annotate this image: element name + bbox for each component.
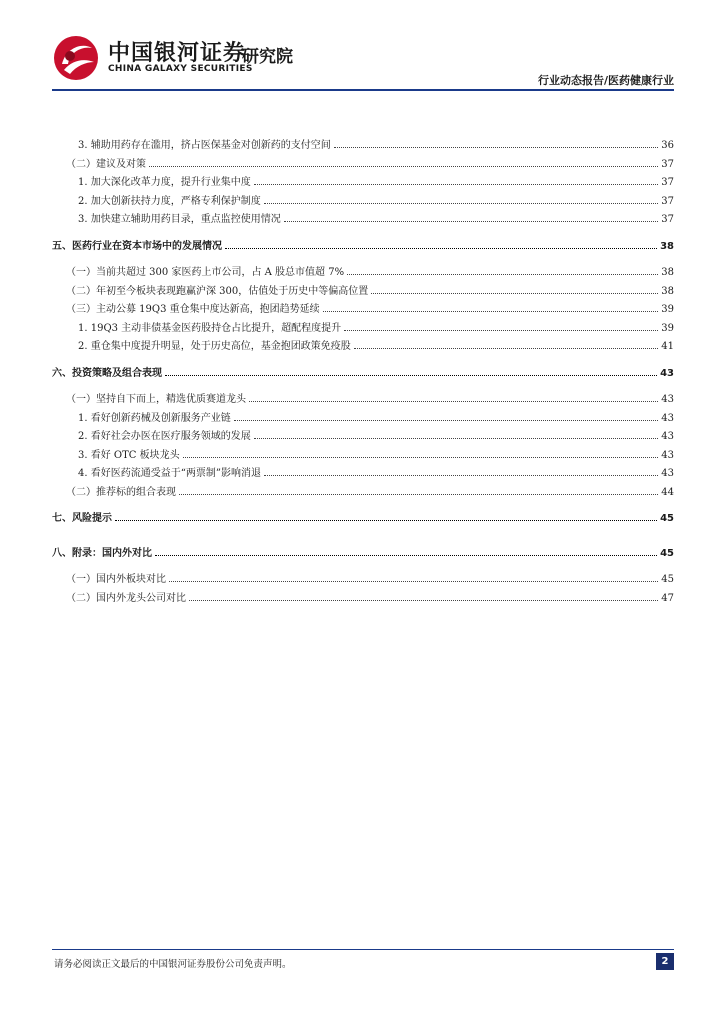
toc-section-gap [52, 229, 674, 237]
toc-section-gap [52, 382, 674, 390]
toc-entry-title: 六、投资策略及组合表现 [52, 367, 162, 379]
toc-leader-dots [115, 520, 657, 521]
toc-entry-title: 3. 看好 OTC 板块龙头 [78, 449, 180, 461]
toc-entry-page: 39 [661, 304, 674, 315]
toc-entry-page: 37 [661, 214, 674, 225]
toc-section-gap [52, 528, 674, 536]
toc-entry-level-2[interactable] [52, 155, 674, 174]
toc-entry-title: （二）国内外龙头公司对比 [66, 592, 186, 604]
toc-entry-level-1[interactable] [52, 364, 674, 383]
toc-section-gap [52, 536, 674, 544]
toc-leader-dots [165, 375, 657, 376]
toc-entry-page: 43 [661, 431, 674, 442]
page-number: 2 [656, 953, 674, 970]
toc-entry-title: 2. 看好社会办医在医疗服务领域的发展 [78, 431, 251, 442]
toc-entry-title: （二）年初至今板块表现跑赢沪深 300，估值处于历史中等偏高位置 [66, 285, 369, 297]
toc-entry-level-1[interactable] [52, 237, 674, 256]
toc-leader-dots [225, 248, 657, 249]
footer-disclaimer: 请务必阅读正文最后的中国银河证券股份公司免责声明。 [54, 959, 292, 970]
toc-leader-dots [323, 311, 659, 312]
toc-entry-level-3[interactable] [52, 136, 674, 155]
footer-divider [52, 949, 674, 950]
institute-label: 研究院 [242, 47, 293, 67]
toc-entry-page: 43 [661, 412, 674, 424]
page-header [52, 30, 674, 90]
toc-entry-title: 七、风险提示 [52, 513, 112, 524]
header-divider [52, 89, 674, 91]
toc-entry-title: 2. 加大创新扶持力度，严格专利保护制度 [78, 195, 261, 207]
toc-entry-page: 36 [661, 140, 674, 151]
toc-entry-title: （二）推荐标的组合表现 [66, 486, 176, 498]
toc-entry-page: 39 [661, 322, 674, 334]
toc-entry-page: 47 [661, 592, 674, 604]
toc-entry-title: 八、附录：国内外对比 [52, 547, 152, 559]
toc-leader-dots [264, 475, 658, 476]
toc-entry-title: （二）建议及对策 [66, 158, 146, 170]
toc-entry-title: （一）国内外板块对比 [66, 574, 166, 585]
toc-entry-page: 37 [661, 177, 674, 188]
brand-name-cn: 中国银河证券 [108, 41, 247, 66]
toc-entry-page: 38 [660, 240, 674, 252]
toc-entry-page: 38 [661, 285, 674, 297]
toc-entry-title: 3. 辅助用药存在滥用，挤占医保基金对创新药的支付空间 [78, 140, 331, 151]
toc-entry-title: 1. 加大深化改革力度，提升行业集中度 [78, 177, 251, 188]
toc-entry-level-3[interactable] [52, 173, 674, 192]
toc-entry-page: 37 [661, 158, 674, 170]
toc-entry-page: 45 [661, 574, 674, 585]
toc-entry-level-3[interactable] [52, 192, 674, 211]
toc-leader-dots [354, 348, 659, 349]
toc-entry-level-3[interactable] [52, 210, 674, 229]
toc-leader-dots [347, 274, 658, 275]
toc-entry-level-2[interactable] [52, 390, 674, 409]
toc-leader-dots [234, 420, 659, 421]
toc-entry-level-2[interactable] [52, 570, 674, 589]
toc-entry-title: 1. 看好创新药械及创新服务产业链 [78, 412, 231, 424]
brand-name-en: CHINA GALAXY SECURITIES [108, 64, 253, 74]
toc-leader-dots [169, 581, 658, 582]
toc-entry-level-2[interactable] [52, 282, 674, 301]
toc-entry-level-3[interactable] [52, 446, 674, 465]
toc-leader-dots [284, 221, 659, 222]
toc-leader-dots [371, 293, 658, 294]
toc-leader-dots [334, 147, 659, 148]
toc-leader-dots [344, 330, 658, 331]
china-galaxy-logo-icon [52, 34, 100, 82]
toc-entry-page: 45 [660, 513, 674, 524]
toc-leader-dots [155, 555, 657, 556]
toc-entry-page: 45 [660, 547, 674, 559]
toc-entry-title: （一）当前共超过 300 家医药上市公司，占 A 股总市值超 7% [66, 267, 345, 278]
toc-entry-page: 43 [661, 394, 674, 405]
toc-entry-title: 2. 重仓集中度提升明显，处于历史高位，基金抱团政策免疫股 [78, 341, 351, 352]
toc-entry-level-3[interactable] [52, 337, 674, 356]
toc-entry-level-2[interactable] [52, 589, 674, 608]
toc-entry-level-1[interactable] [52, 544, 674, 563]
toc-leader-dots [179, 494, 658, 495]
toc-leader-dots [264, 203, 659, 204]
toc-entry-title: （三）主动公募 19Q3 重仓集中度达新高，抱团趋势延续 [66, 304, 320, 315]
toc-entry-page: 37 [661, 195, 674, 207]
toc-entry-page: 43 [661, 449, 674, 461]
toc-entry-level-3[interactable] [52, 464, 674, 483]
toc-entry-level-1[interactable] [52, 509, 674, 528]
toc-entry-page: 43 [661, 468, 674, 479]
report-type-label: 行业动态报告/医药健康行业 [537, 74, 674, 87]
toc-entry-title: 五、医药行业在资本市场中的发展情况 [52, 240, 222, 252]
toc-section-gap [52, 356, 674, 364]
toc-entry-page: 43 [660, 367, 674, 379]
table-of-contents [52, 136, 674, 607]
toc-entry-title: （一）坚持自下而上，精选优质赛道龙头 [66, 394, 246, 405]
toc-entry-level-3[interactable] [52, 409, 674, 428]
toc-entry-level-2[interactable] [52, 300, 674, 319]
toc-entry-level-2[interactable] [52, 263, 674, 282]
toc-section-gap [52, 501, 674, 509]
toc-leader-dots [249, 401, 658, 402]
toc-leader-dots [183, 457, 659, 458]
toc-entry-level-3[interactable] [52, 319, 674, 338]
toc-leader-dots [189, 600, 658, 601]
toc-entry-title: 1. 19Q3 主动非债基金医药股持仓占比提升，超配程度提升 [78, 322, 342, 334]
toc-entry-title: 3. 加快建立辅助用药目录，重点监控使用情况 [78, 214, 281, 225]
toc-entry-page: 44 [661, 486, 674, 498]
toc-section-gap [52, 562, 674, 570]
toc-leader-dots [254, 438, 659, 439]
toc-entry-page: 38 [661, 267, 674, 278]
toc-leader-dots [254, 184, 659, 185]
toc-entry-level-2[interactable] [52, 483, 674, 502]
toc-entry-level-3[interactable] [52, 427, 674, 446]
toc-section-gap [52, 255, 674, 263]
toc-entry-title: 4. 看好医药流通受益于“两票制”影响消退 [78, 468, 261, 479]
toc-leader-dots [149, 166, 658, 167]
toc-entry-page: 41 [661, 341, 674, 352]
